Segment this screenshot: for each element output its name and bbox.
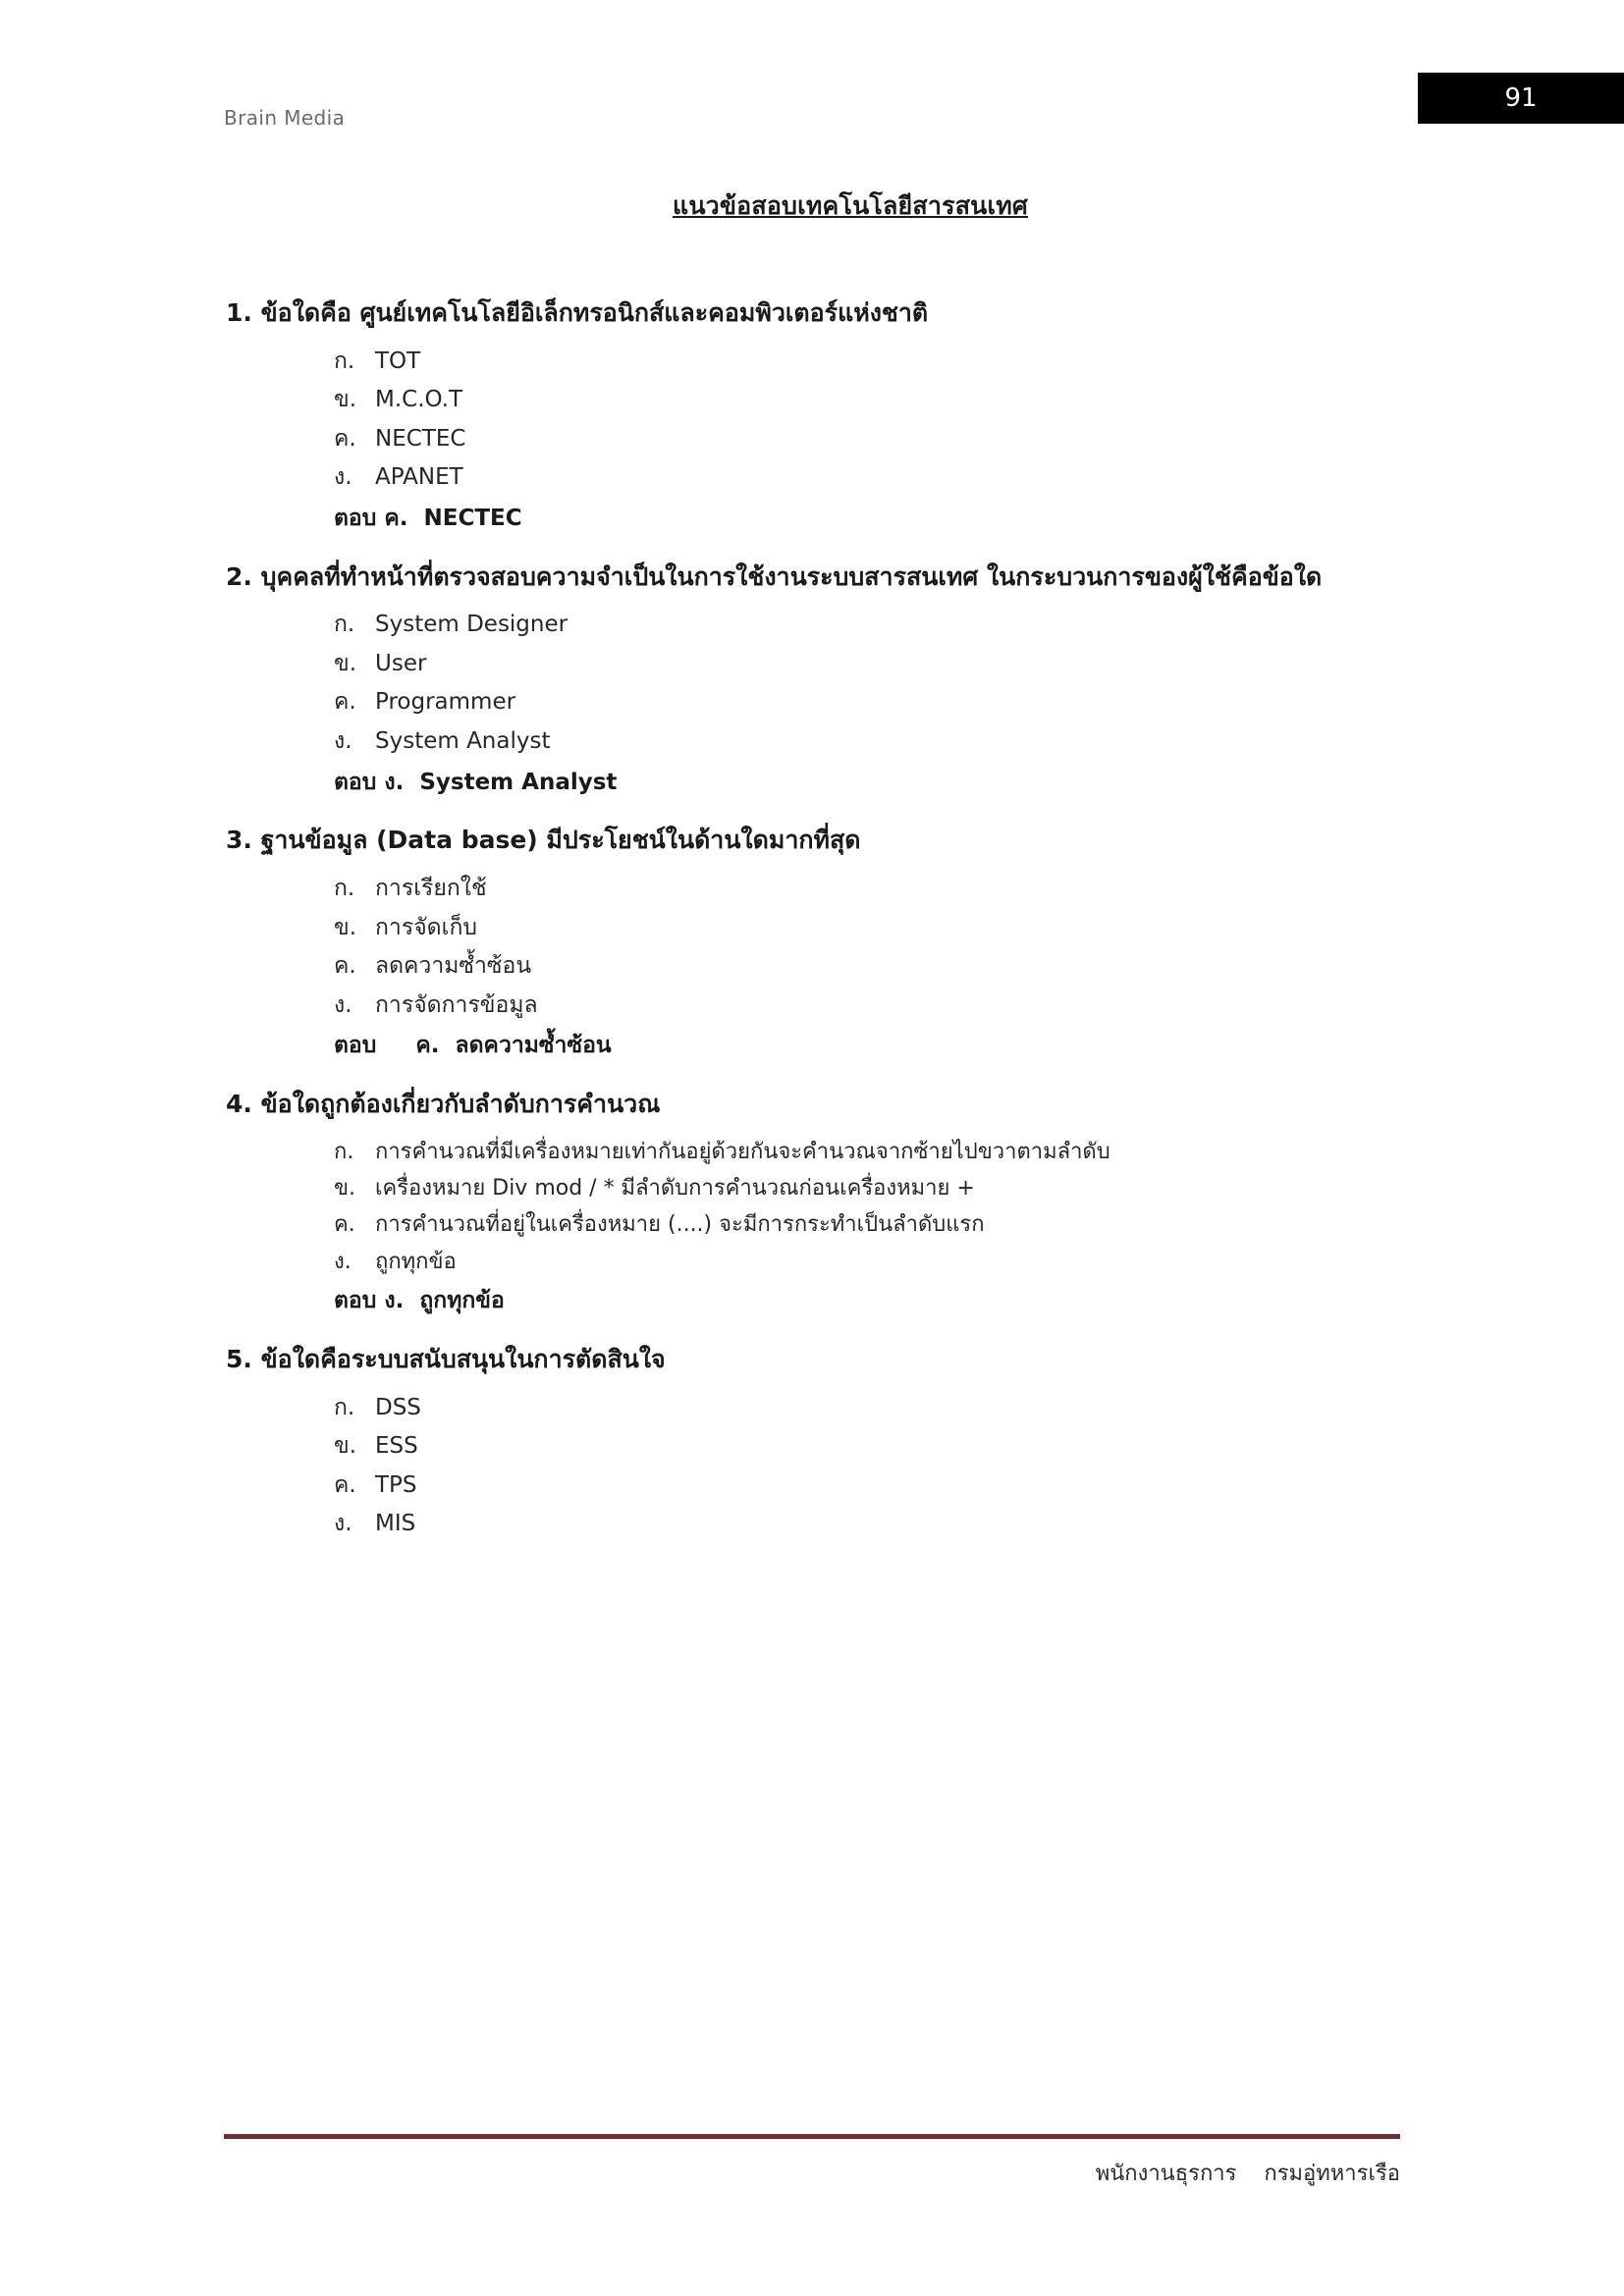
- question-text: 3. ฐานข้อมูล (Data base) มีประโยชน์ในด้านใดมากที่สุด: [226, 826, 861, 855]
- choice-text: เครื่องหมาย Div mod / * มีลำดับการคำนวณก่อนเครื่องหมาย +: [375, 1176, 975, 1201]
- choice-item[interactable]: [334, 606, 1477, 645]
- choice-label: ง.: [334, 464, 352, 491]
- answer-text: ตอบ ง. System Analyst: [334, 769, 618, 795]
- choice-text: System Analyst: [375, 728, 551, 755]
- choice-item[interactable]: [334, 1467, 1477, 1506]
- choice-list: [224, 1134, 1477, 1281]
- choice-text: ลดความซ้ำซ้อน: [375, 953, 532, 980]
- choice-label: ง.: [334, 991, 352, 1018]
- choice-label: ข.: [334, 650, 357, 676]
- question-block: [224, 559, 1477, 805]
- choice-text: ESS: [375, 1433, 418, 1460]
- choice-text: การเรียกใช้: [375, 876, 487, 901]
- question-text: 1. ข้อใดคือ ศูนย์เทคโนโลยีอิเล็กทรอนิกส์และคอมพิวเตอร์แห่งชาติ: [226, 298, 929, 327]
- choice-text: การจัดเก็บ: [375, 914, 477, 940]
- choice-label: ค.: [334, 1212, 355, 1238]
- choice-text: System Designer: [375, 612, 568, 638]
- choice-label: ค.: [334, 425, 356, 452]
- choice-text: DSS: [375, 1394, 421, 1420]
- choice-text: NECTEC: [375, 425, 466, 452]
- choice-list: [224, 606, 1477, 761]
- choice-text: TPS: [375, 1471, 417, 1498]
- choice-label: ค.: [334, 953, 356, 980]
- choice-item[interactable]: [334, 1427, 1477, 1467]
- question-block: [224, 822, 1477, 1068]
- choice-text: User: [375, 650, 427, 676]
- document-body: [224, 187, 1477, 1548]
- choice-text: M.C.O.T: [375, 387, 463, 413]
- choice-label: ข.: [334, 914, 357, 940]
- footer-divider: [224, 2134, 1400, 2139]
- choice-text: MIS: [375, 1511, 416, 1537]
- choice-label: ก.: [334, 1139, 354, 1164]
- choice-item[interactable]: [334, 1389, 1477, 1428]
- answer-text: ตอบ ค. NECTEC: [334, 505, 522, 531]
- question-block: [224, 1341, 1477, 1544]
- choice-item[interactable]: [334, 1206, 1477, 1243]
- choice-text: การจัดการข้อมูล: [375, 991, 538, 1018]
- choice-item[interactable]: [334, 381, 1477, 420]
- choice-text: APANET: [375, 464, 463, 491]
- choice-label: ข.: [334, 387, 357, 413]
- question-text: 4. ข้อใดถูกต้องเกี่ยวกับลำดับการคำนวณ: [226, 1089, 661, 1118]
- question-block: [224, 294, 1477, 541]
- choice-label: ข.: [334, 1433, 357, 1460]
- page-header: [0, 0, 1624, 157]
- question-text: 2. บุคคลที่ทำหน้าที่ตรวจสอบความจำเป็นในการใช้งานระบบสารสนเทศ ในกระบวนการของผู้ใช้คือข้อใด: [226, 561, 1323, 591]
- choice-item[interactable]: [334, 420, 1477, 459]
- choice-text: TOT: [375, 347, 421, 374]
- choice-label: ก.: [334, 1394, 355, 1420]
- choice-item[interactable]: [334, 987, 1477, 1026]
- choice-item[interactable]: [334, 947, 1477, 987]
- choice-label: ก.: [334, 612, 355, 638]
- choice-item[interactable]: [334, 870, 1477, 909]
- choice-item[interactable]: [334, 645, 1477, 684]
- choice-item[interactable]: [334, 683, 1477, 722]
- choice-item[interactable]: [334, 1505, 1477, 1544]
- choice-label: ข.: [334, 1176, 356, 1201]
- choice-label: ง.: [334, 728, 352, 755]
- answer-text: ตอบ ง. ถูกทุกข้อ: [334, 1288, 505, 1314]
- choice-item[interactable]: [334, 909, 1477, 948]
- choice-label: ง.: [334, 1511, 352, 1537]
- choice-label: ง.: [334, 1249, 352, 1274]
- choice-list: [224, 1389, 1477, 1544]
- choice-text: ถูกทุกข้อ: [375, 1249, 457, 1274]
- choice-item[interactable]: [334, 458, 1477, 498]
- choice-list: [224, 343, 1477, 498]
- choice-label: ก.: [334, 876, 355, 901]
- choice-item[interactable]: [334, 1244, 1477, 1280]
- choice-text: Programmer: [375, 689, 516, 716]
- answer-text: ตอบ ค. ลดความซ้ำซ้อน: [334, 1033, 612, 1059]
- brand-label: Brain Media: [224, 106, 346, 130]
- choice-label: ก.: [334, 347, 355, 374]
- choice-item[interactable]: [334, 1134, 1477, 1170]
- choice-item[interactable]: [334, 722, 1477, 762]
- page-number-badge: [1418, 73, 1624, 124]
- question-text: 5. ข้อใดคือระบบสนับสนุนในการตัดสินใจ: [226, 1344, 666, 1373]
- question-block: [224, 1086, 1477, 1323]
- choice-label: ค.: [334, 689, 356, 716]
- choice-label: ค.: [334, 1471, 356, 1498]
- choice-item[interactable]: [334, 1170, 1477, 1206]
- choice-item[interactable]: [334, 343, 1477, 382]
- choice-list: [224, 870, 1477, 1025]
- page-title: แนวข้อสอบเทคโนโลยีสารสนเทศ: [673, 191, 1028, 220]
- page-number-value: 91: [1504, 83, 1538, 113]
- choice-text: การคำนวณที่มีเครื่องหมายเท่ากันอยู่ด้วยกันจะคำนวณจากซ้ายไปขวาตามลำดับ: [375, 1139, 1110, 1164]
- footer-label: พนักงานธุรการ กรมอู่ทหารเรือ: [1095, 2162, 1400, 2186]
- choice-text: การคำนวณที่อยู่ในเครื่องหมาย (....) จะมีการกระทำเป็นลำดับแรก: [375, 1212, 985, 1238]
